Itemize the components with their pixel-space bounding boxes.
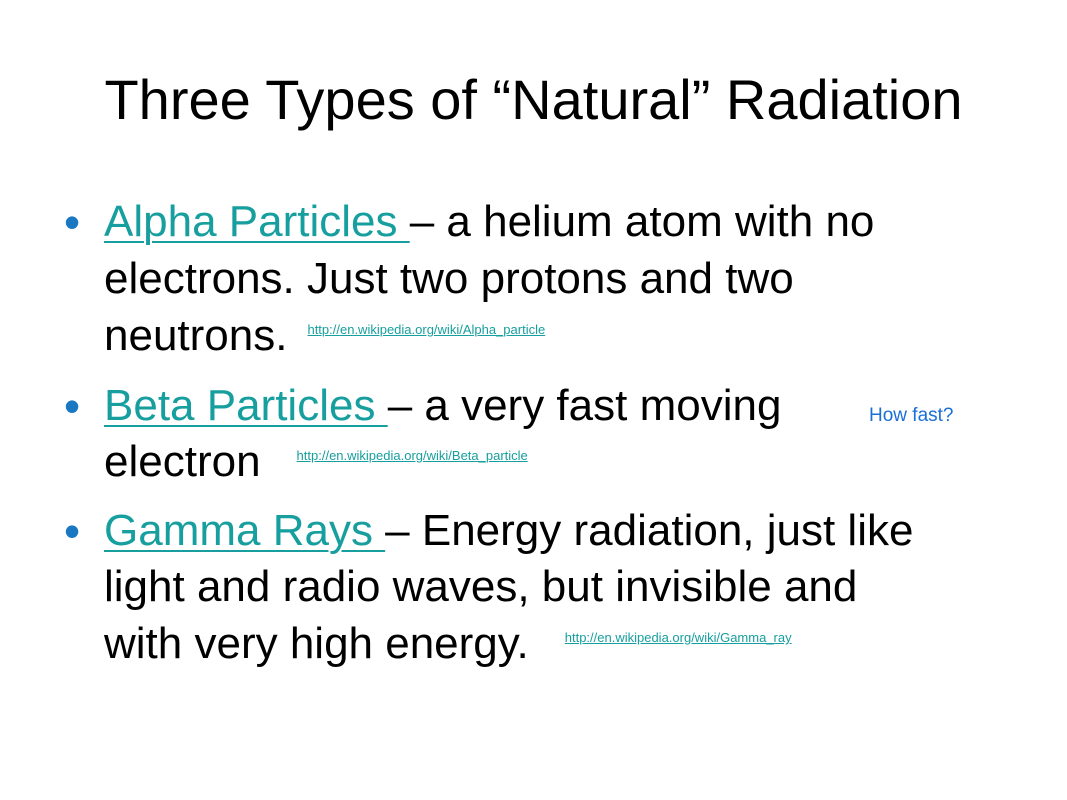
bullet-icon: • <box>64 196 81 248</box>
item-text: – Energy radiation, just like <box>385 506 914 555</box>
gamma-wiki-link[interactable]: http://en.wikipedia.org/wiki/Gamma_ray <box>564 630 792 645</box>
item-text: with very high energy. <box>104 619 529 668</box>
item-text: electron <box>104 437 261 486</box>
bullet-icon: • <box>64 380 81 432</box>
bullet-line <box>104 616 1004 682</box>
bullet-line: light and radio waves, but invisible and <box>104 562 858 611</box>
alpha-wiki-link[interactable]: http://en.wikipedia.org/wiki/Alpha_particle <box>307 322 546 337</box>
item-text: – a very fast moving <box>387 381 782 430</box>
slide-title: Three Types of “Natural” Radiation <box>104 68 963 131</box>
bullet-line <box>104 194 1004 250</box>
bullet-line <box>104 503 1004 559</box>
bullet-line: electrons. Just two protons and two <box>104 254 794 303</box>
bullet-icon: • <box>64 505 81 557</box>
beta-wiki-link[interactable]: http://en.wikipedia.org/wiki/Beta_particle <box>296 448 528 463</box>
gamma-rays-link[interactable]: Gamma Rays <box>104 506 386 555</box>
item-text: – a helium atom with no <box>409 197 875 246</box>
bullet-line <box>104 434 1004 500</box>
item-text: neutrons. <box>104 311 288 360</box>
how-fast-link[interactable]: How fast? <box>869 405 954 426</box>
beta-particles-link[interactable]: Beta Particles <box>104 381 388 430</box>
bullet-line <box>104 308 1004 374</box>
alpha-particles-link[interactable]: Alpha Particles <box>104 197 410 246</box>
